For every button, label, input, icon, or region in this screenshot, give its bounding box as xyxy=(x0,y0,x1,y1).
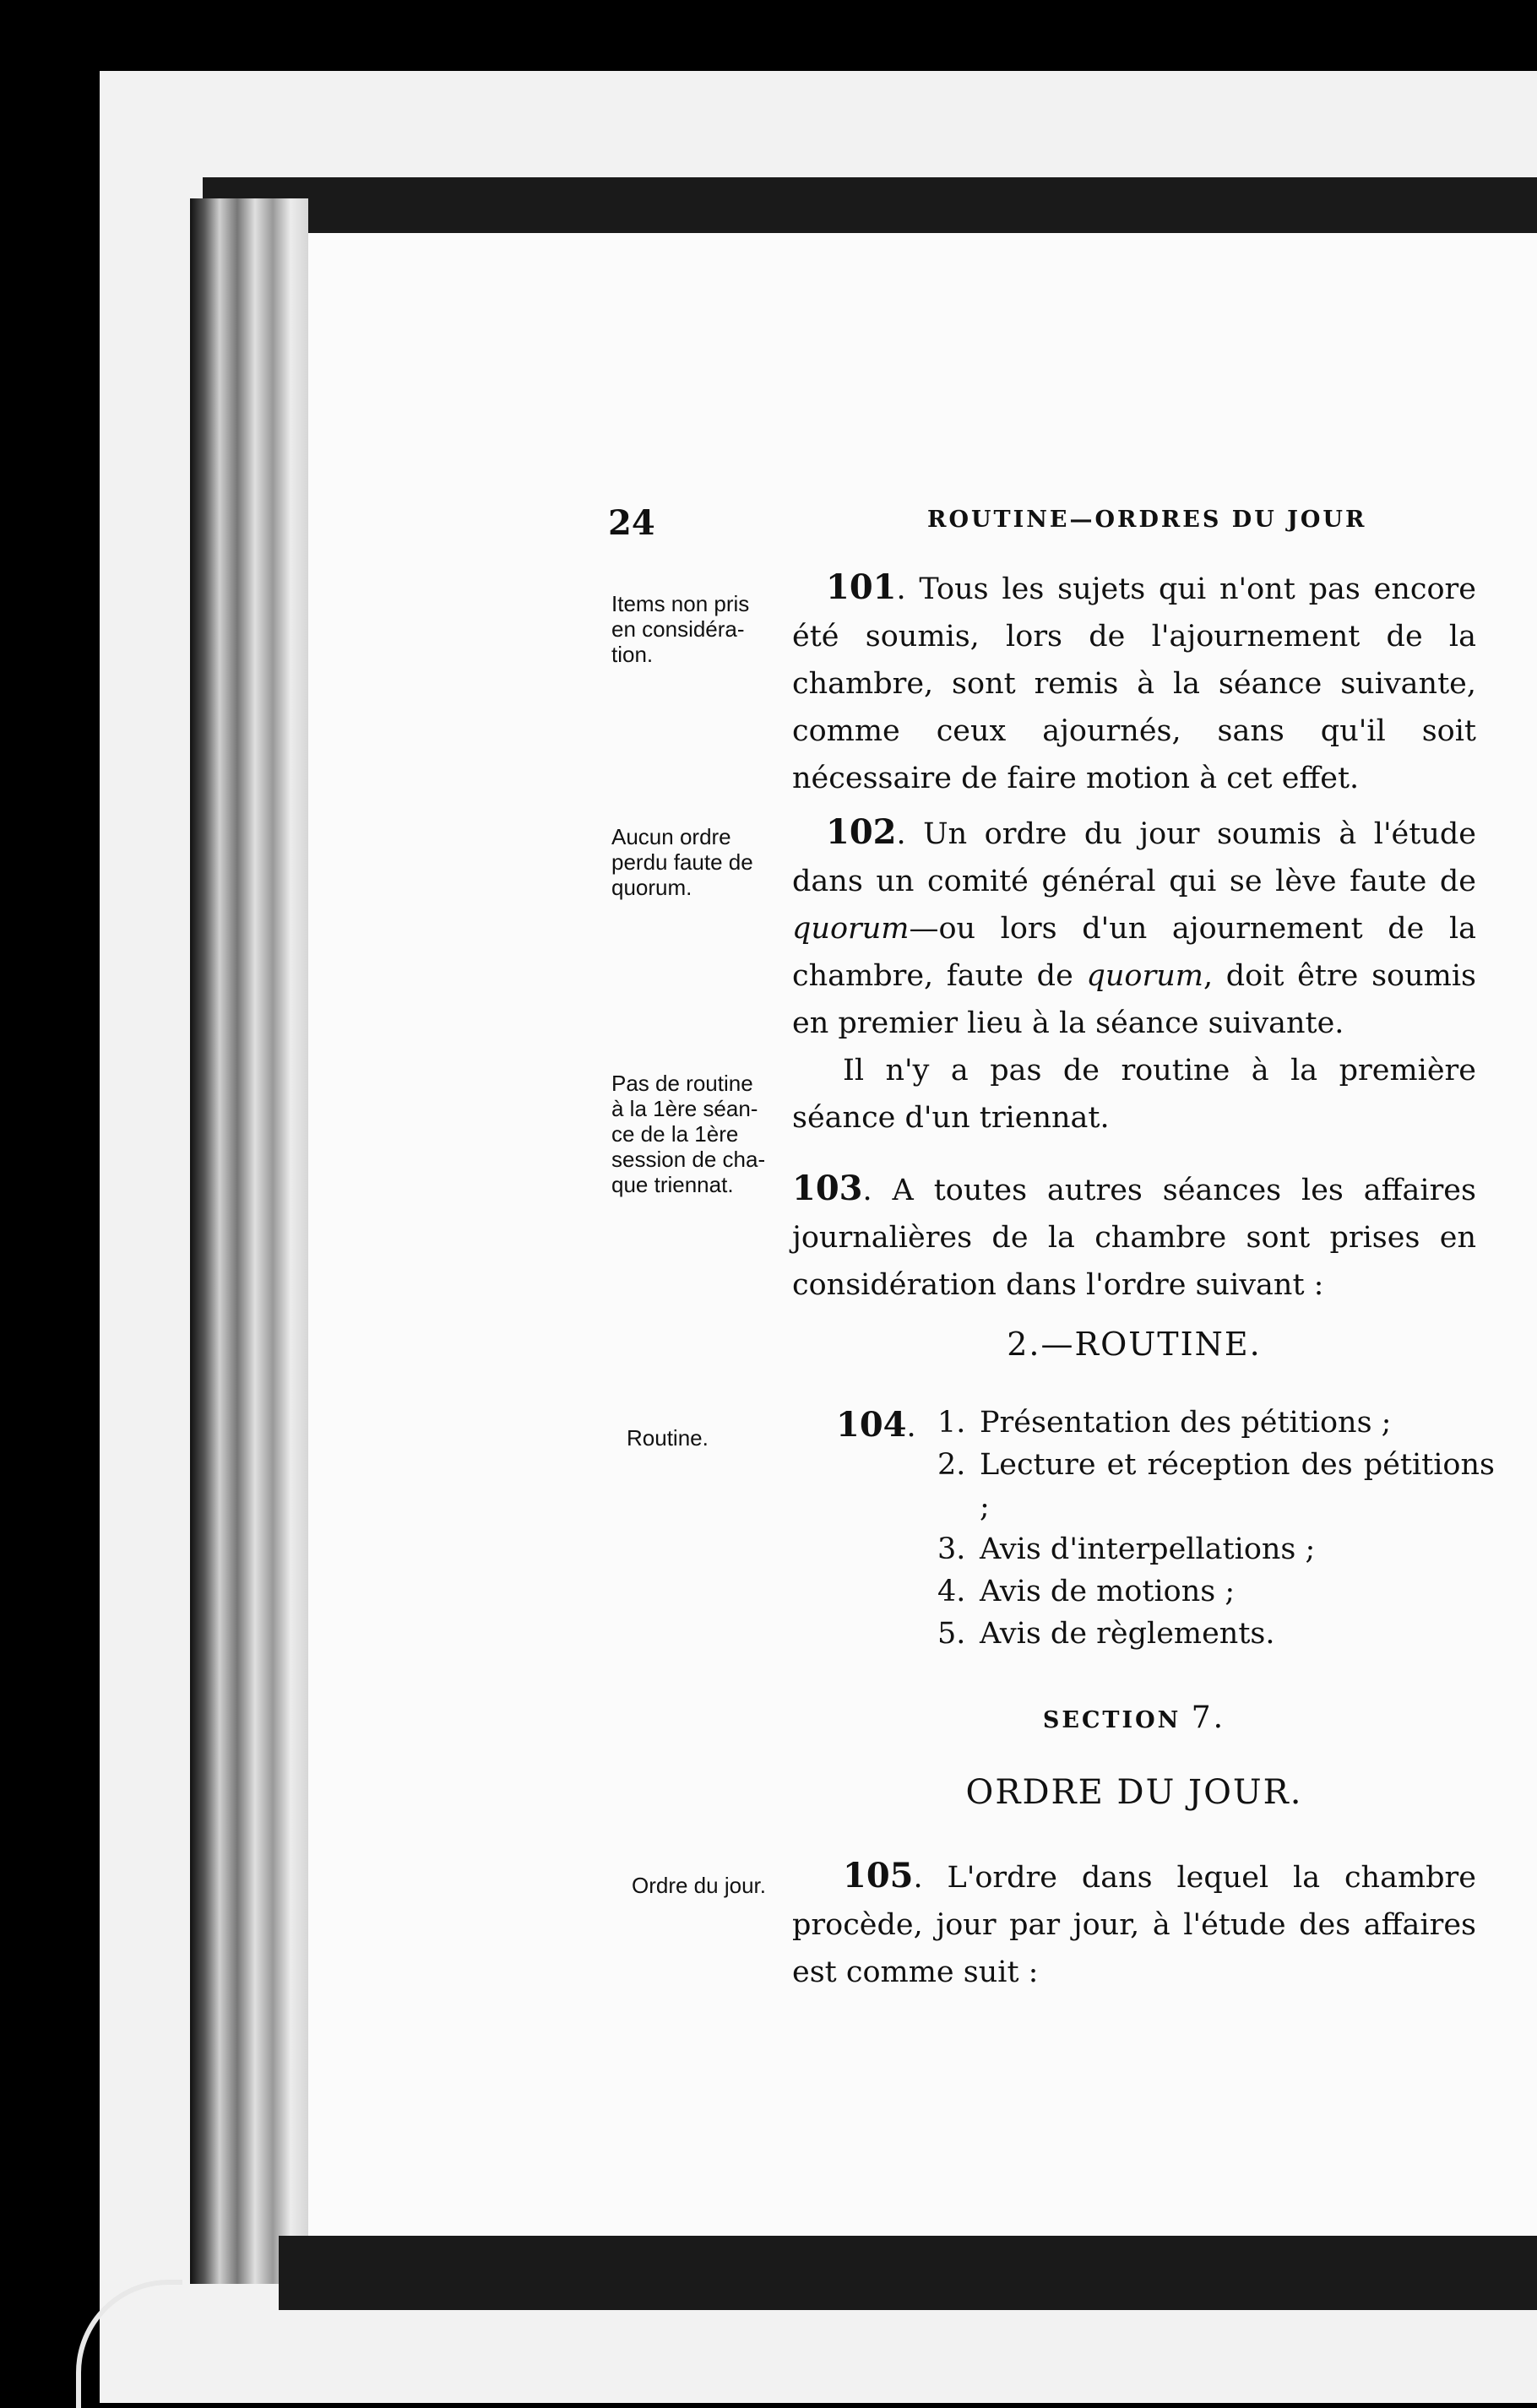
paragraph-text: , doit être soumis en premier lieu à la séance suivante. xyxy=(792,959,1476,1040)
margin-note-line: Items non pris xyxy=(611,591,750,616)
paragraph-text: . Un ordre du jour soumis à l'étude dans un comité général qui se lève faute de xyxy=(792,817,1476,898)
book-spine xyxy=(190,198,308,2284)
list-item xyxy=(937,1528,1495,1570)
paragraph-text: —ou lors d'un ajournement de la chambre, faute de xyxy=(792,912,1476,993)
list-number: 1. xyxy=(937,1406,966,1440)
margin-note-line: Pas de routine xyxy=(611,1071,753,1096)
margin-note-routine xyxy=(627,1425,709,1451)
routine-heading: 2.—ROUTINE. xyxy=(1007,1326,1262,1363)
margin-note-line: tion. xyxy=(611,642,654,667)
margin-note-line: Ordre du jour. xyxy=(632,1873,766,1898)
margin-note-line: Aucun ordre xyxy=(611,824,731,849)
paragraph-105 xyxy=(792,1852,1476,1996)
page-number: 24 xyxy=(608,503,655,543)
list-number: 3. xyxy=(937,1532,966,1566)
paragraph-text: Il n'y a pas de routine à la première séance d'un triennat. xyxy=(792,1054,1476,1135)
margin-note-ordre-du-jour xyxy=(632,1873,766,1898)
running-head: ROUTINE—ORDRES DU JOUR xyxy=(927,507,1367,533)
list-number: 2. xyxy=(937,1448,966,1482)
list-text: Avis de motions ; xyxy=(980,1575,1236,1608)
list-item xyxy=(937,1402,1495,1444)
list-number: 5. xyxy=(937,1617,966,1651)
top-binding-bar xyxy=(203,177,1537,233)
paragraph-102 xyxy=(792,809,1476,1047)
list-item xyxy=(937,1444,1495,1528)
list-text: Avis d'interpellations ; xyxy=(980,1532,1316,1566)
paragraph-103 xyxy=(792,1165,1476,1309)
margin-note-aucun-ordre xyxy=(611,824,753,900)
paragraph-suffix: . xyxy=(906,1410,916,1444)
list-text: Lecture et réception des pétitions ; xyxy=(980,1448,1495,1524)
paragraph-number: 105 xyxy=(843,1856,914,1895)
list-text: Avis de règlements. xyxy=(980,1617,1275,1651)
bottom-binding-bar xyxy=(279,2236,1537,2310)
paragraph-number: 101 xyxy=(826,567,897,607)
margin-note-items-non-pris xyxy=(611,591,749,667)
margin-note-line: à la 1ère séan- xyxy=(611,1096,758,1121)
section-heading xyxy=(792,1700,1476,1735)
list-number: 4. xyxy=(937,1575,966,1608)
italic-term: quorum xyxy=(792,912,910,946)
page-corner-curve xyxy=(76,2280,182,2408)
margin-note-line: quorum. xyxy=(611,875,692,900)
list-item xyxy=(937,1613,1495,1655)
paragraph-text: . Tous les sujets qui n'ont pas encore été soumis, lors de l'ajournement de la chambre, sont remis à la séance suivante, comme ceux ajournés, sans qu'il soit nécessaire de faire motion à cet effet. xyxy=(792,572,1476,795)
paragraph-104 xyxy=(836,1402,937,1451)
paragraph-text: . A toutes autres séances les affaires journalières de la chambre sont prises en considération dans l'ordre suivant : xyxy=(792,1174,1476,1302)
italic-term: quorum xyxy=(1086,959,1203,993)
list-text: Présentation des pétitions ; xyxy=(980,1406,1392,1440)
margin-note-line: Routine. xyxy=(627,1425,709,1451)
paragraph-number: 103 xyxy=(792,1169,863,1208)
paragraph-no-routine xyxy=(792,1047,1476,1142)
paragraph-number: 104 xyxy=(836,1405,907,1445)
margin-note-line: session de cha- xyxy=(611,1147,766,1172)
ordre-du-jour-heading: ORDRE DU JOUR. xyxy=(965,1773,1303,1812)
margin-note-pas-de-routine xyxy=(611,1071,765,1197)
margin-note-line: ce de la 1ère xyxy=(611,1121,739,1147)
paragraph-number: 102 xyxy=(826,812,897,852)
section-number: 7. xyxy=(1191,1700,1226,1735)
list-item xyxy=(937,1570,1495,1613)
routine-list xyxy=(937,1402,1495,1655)
paragraph-text: . L'ordre dans lequel la chambre procède, jour par jour, à l'étude des affaires est comme suit : xyxy=(792,1861,1476,1989)
paragraph-101 xyxy=(792,564,1476,802)
margin-note-line: perdu faute de xyxy=(611,849,753,875)
section-label: SECTION xyxy=(1042,1707,1181,1733)
margin-note-line: que triennat. xyxy=(611,1172,734,1197)
margin-note-line: en considéra- xyxy=(611,616,745,642)
